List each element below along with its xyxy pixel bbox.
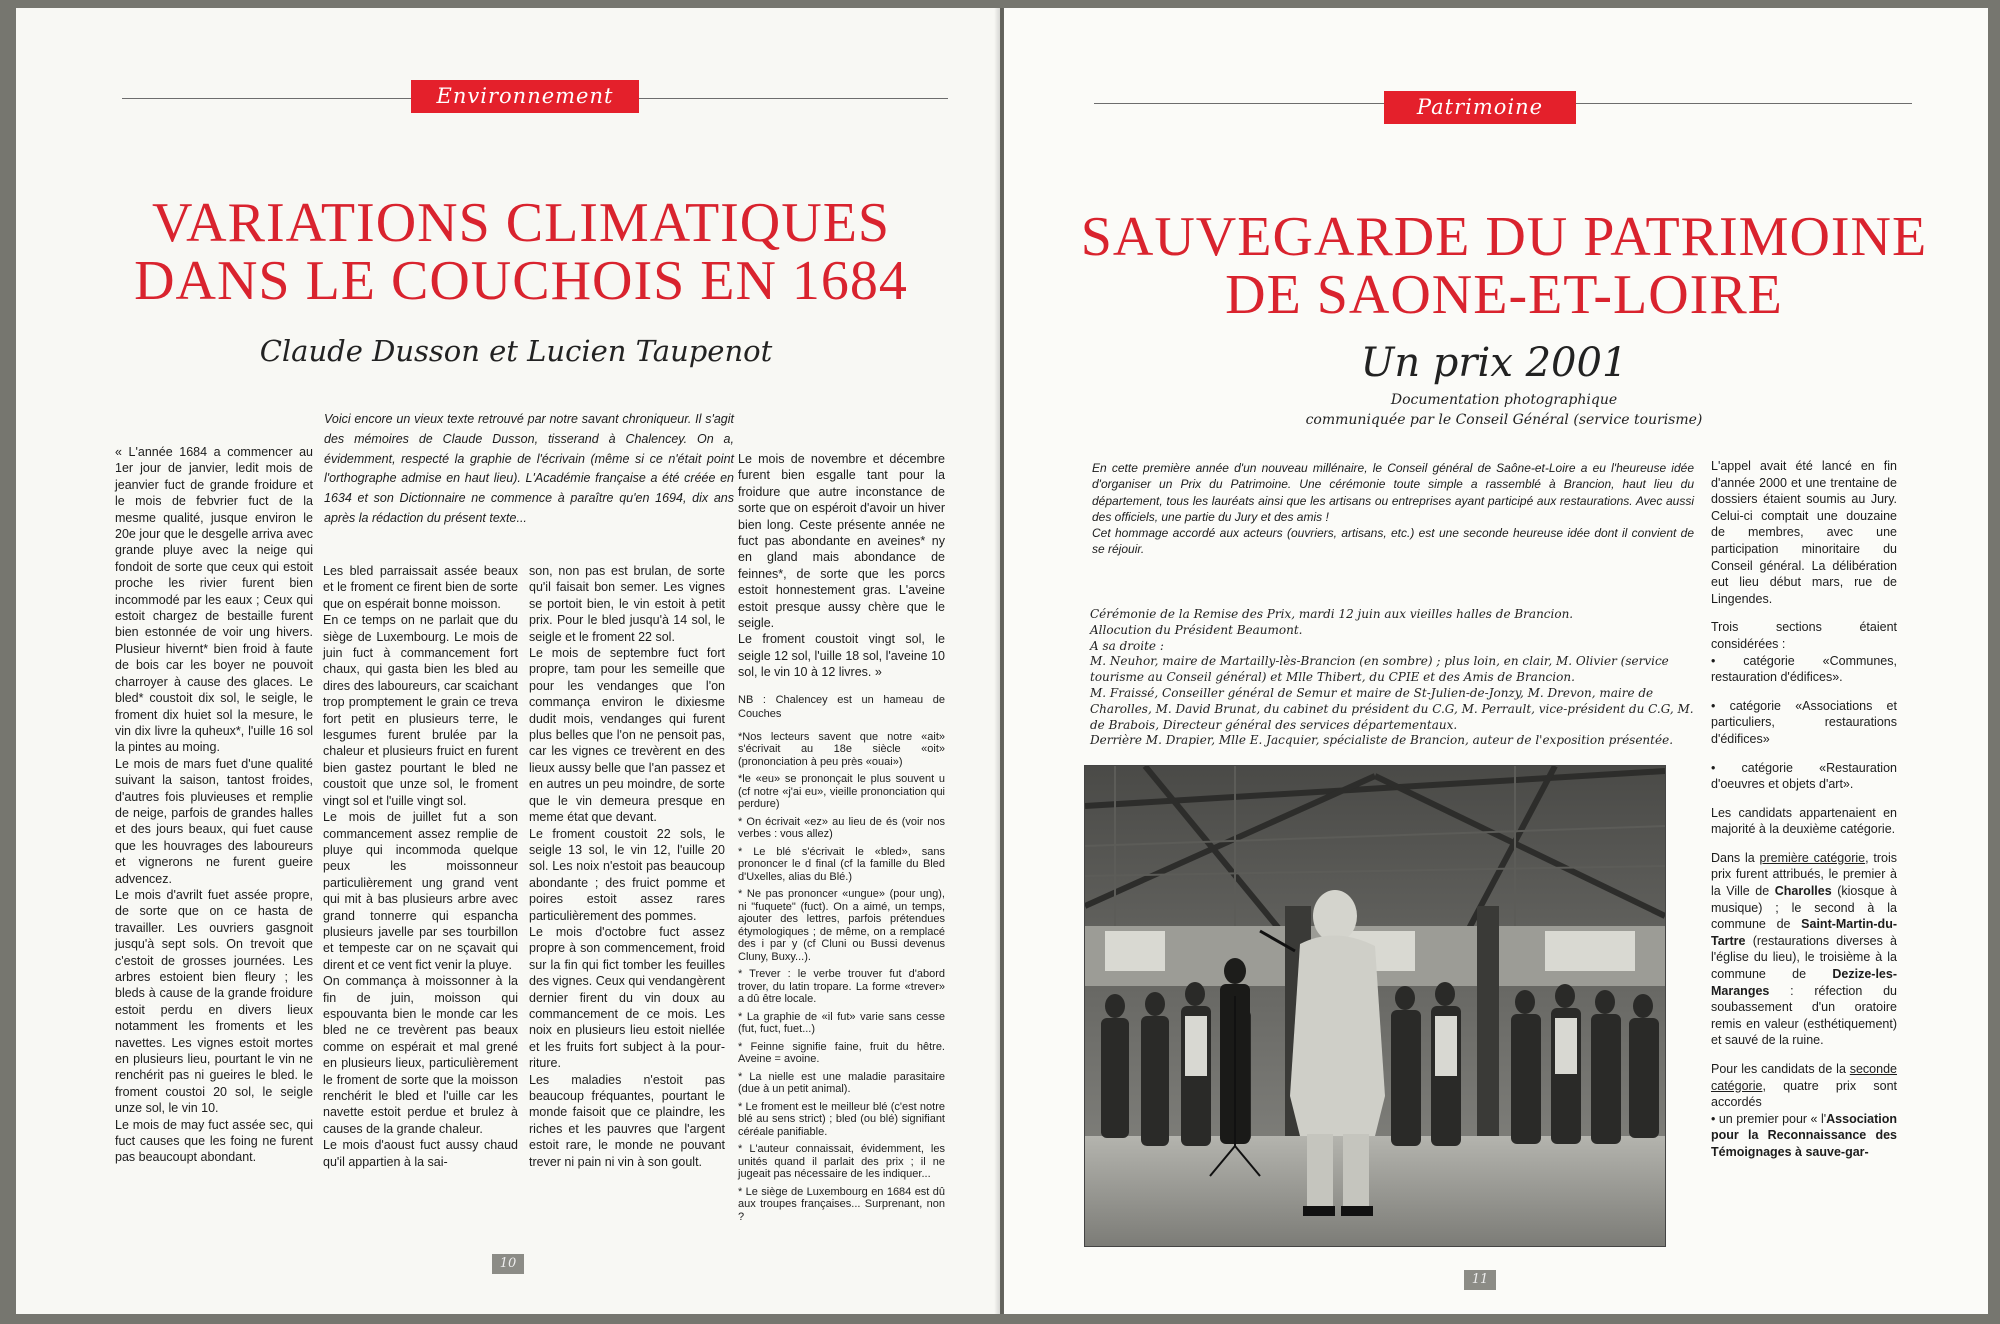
footnotes — [738, 731, 945, 1224]
col2-para-1: Les bled parraissait assée beaux et le froment ce firent bien de sorte que on espérait bonne moisson. — [323, 564, 518, 611]
footnote: * La graphie de «il fut» varie sans cesse (fut, fuct, fuet...) — [738, 1010, 945, 1036]
footnote: * Le blé s'écrivait le «bled», sans prononcer le d final (cf la famille du Bled d'Uxelles, alias du Blé.) — [738, 845, 945, 883]
bold-name: Saint-Martin-du-Tartre — [1711, 917, 1897, 948]
footnote: * Trever : le verbe trouver fut d'abord trover, du latin tropare. La forme «trever» a dû être locale. — [738, 968, 945, 1006]
text-column-3 — [529, 563, 725, 1170]
page-number-right: 11 — [1464, 1270, 1496, 1290]
side-column — [1711, 458, 1897, 1161]
footnote: * Le froment est le meilleur blé (c'est notre blé au sens strict) ; bled (ou blé) signifiant céréale panifiable. — [738, 1100, 945, 1138]
bold-name: Dezize-les-Maranges — [1711, 967, 1897, 998]
col2-para-2: En ce temps on ne parlait que du siège de Luxembourg. Le mois de juin fuct à commancement fort chaux, qui gasta bien les bled au dires des laboureurs, car scaichant trop promptement le grain ce treva fort petit en plusieurs terre, le lesgumes furent brulée par la chaleur et plusieurs fruict en furent bien gastez pourtant le bled ne coustoit que unze sol, le froment vingt sol et l'uille vingt sol. — [323, 613, 518, 808]
col1-para-2: Le mois de mars fuet d'une qualité suivant la saison, tantost froides, d'autres fois pluvieuses et remplie de neige, parfois de grandes halles et des jours beaux, qui fuet cause que les houvrages des laboureurs et vignerons ne furent gueire advencez. — [115, 756, 313, 886]
category-1: • catégorie «Communes, restauration d'édifices». — [1711, 653, 1897, 685]
text-run: Dans la — [1711, 850, 1760, 865]
side-para-5 — [1711, 1061, 1897, 1111]
photo-credit — [1224, 390, 1784, 430]
side-para-3: Les candidats appartenaient en majorité à la deuxième catégorie. — [1711, 805, 1897, 837]
side-para-1: L'appel avait été lancé en fin d'année 2000 et une trentaine de dossiers étaient soumis au Jury. Celui-ci comptait une douzaine de membres, avec une participation minoritaire du Conseil général. La délibération eut lieu début mars, rue de Lingendes. — [1711, 459, 1897, 606]
bold-name: Charolles — [1774, 884, 1832, 899]
intro-block — [1092, 460, 1694, 558]
credit-line-1: Documentation photographique — [1390, 392, 1618, 408]
right-page — [1004, 8, 1988, 1314]
category-3: • catégorie «Restauration d'oeuvres et objets d'art». — [1711, 760, 1897, 792]
text-run: (restaurations diverses à l'église du lieu), le troisième à la commune de — [1711, 933, 1897, 982]
title-line-1: SAUVEGARDE DU PATRIMOINE — [1080, 206, 1928, 268]
footnote: *le «eu» se prononçait le plus souvent u (cf notre «j'ai eu», vieille prononciation qui perdure) — [738, 773, 945, 811]
text-run: , trois prix furent attribués, le premier à la Ville de — [1711, 850, 1898, 899]
caption-line: M. Fraissé, Conseiller général de Semur et maire de St-Julien-de-Jonzy, M. Drevon, maire de Charolles, M. David Brunat, du cabinet du président du C.G, M. Perrault, vice-président du C.G, M. de Brabois, Directeur général des services départementaux. — [1090, 685, 1694, 732]
col1-para-1: « L'année 1684 a commencer au 1er jour de janvier, ledit mois de jeanvier fuct de grande froidure et le mois de febvrier fuct de la mesme qualité, jusque environ le 20e jour que le desgelle arriva avec grande pluye avec la neige qui fondoit de sorte que ceux qui estoit proche les rivier furent bien incommodé par les eaux ; Ceux qui estoit chargez de bestaille furent bien estonnée de voir ung hivers. Plusieur hivernt* bien froid à faute de bois car les boyer ne pouvoit charroyer à cause des glaces. Le bled* coustoit dix sol, le seigle, le froment dix huiet sol la mesure, le vin dix livre la quheux*, l'uille 16 sol la pintes au moing. — [115, 445, 313, 755]
intro-para-1: En cette première année d'un nouveau millénaire, le Conseil général de Saône-et-Loire a eu l'heureuse idée d'organiser un Prix du Patrimoine. Une cérémonie toute simple a rassemblé à Brancion, haut lieu du département, tous les lauréats ainsi que les artisans ou entreprises ayant participé aux restaurations. Avec aussi des officiels, une partie du Jury et des amis ! — [1092, 461, 1694, 524]
col1-para-4: Le mois de may fuct assée sec, qui fuct causes que les foing ne furent pas beaucoupt abondant. — [115, 1117, 313, 1165]
footnote: * Ne pas prononcer «ungue» (pour ung), ni "fuquete" (fuct). On a aimé, un temps, ajouter des lettres, parfois prétendues étymologiques ; de même, on a remplacé des i par y (cf Cluni ou Bussi devenus Cluny, Buxy...). — [738, 888, 945, 963]
text-column-4 — [738, 451, 945, 1228]
footnote: * On écrivait «ez» au lieu de és (voir nos verbes : vous allez) — [738, 815, 945, 841]
text-run: (kiosque à musique) ; le second à la commune de — [1711, 884, 1897, 932]
ceremony-photo — [1084, 765, 1666, 1247]
title-line-2: DE SAONE-ET-LOIRE — [1225, 264, 1783, 326]
side-para-4 — [1711, 850, 1897, 1049]
byline: Claude Dusson et Lucien Taupenot — [259, 334, 773, 368]
col3-para-2: Le mois de septembre fuct fort propre, tam pour les semeille que pour les vendanges que l'on commança environ le dixiesme dudit mois, vendanges qui furent plus belles que l'on ne pensoit pas, car les vignes ce trevèrent en des lieux aussy belle que l'an passez et en autres un peu moindre, de sorte que le vin demeura presque en meme état que devant. — [529, 646, 725, 825]
credit-line-2: communiquée par le Conseil Général (service tourisme) — [1305, 412, 1703, 428]
intro-paragraph: Voici encore un vieux texte retrouvé par notre savant chroniqueur. Il s'agit des mémoires de Claude Dusson, tisserand à Chalencey. On a, évidemment, respecté la graphie de l'écrivain (même si ce n'était point l'orthographe admise en haut lieu). L'Académie française a été créée en 1634 et son Dictionnaire ne commence à paraître qu'en 1694, dix ans après la rédaction du présent texte... — [324, 412, 734, 525]
col4-para-1: Le mois de novembre et décembre furent bien esgalle tant pour la froidure que autre inconstance de sorte que on espéroit d'avoir un hiver bien long. Ceste présente année ne fuct pas abondante en aveines* ny en gland mais abondance de feinnes*, de sorte que les porcs estoit honnestement gras. L'aveine estoit presque aussy chère que le seigle. — [738, 452, 945, 631]
nb-note: NB : Chalencey est un hameau de Couches — [738, 693, 945, 720]
page-number-left: 10 — [492, 1254, 524, 1274]
bold-name: Association pour la Reconnaissance des Témoignages à sauve-gar- — [1711, 1111, 1898, 1159]
intro-para-2: Cet hommage accordé aux acteurs (ouvriers, artisans, etc.) est une seconde heureuse idée dont il convient de se réjouir. — [1092, 526, 1694, 557]
text-run: : réfection du soubassement d'un oratoire remis en valeur (esthétiquement) et sauvé de la ruine. — [1711, 983, 1897, 1048]
section-tag-environnement: Environnement — [411, 80, 639, 113]
ceremony-photo-illustration — [1085, 766, 1665, 1246]
caption-line: Derrière M. Drapier, Mlle E. Jacquier, spécialiste de Brancion, auteur de l'exposition présentée. — [1090, 733, 1674, 748]
underlined-text: première catégorie — [1759, 850, 1866, 865]
category-2: • catégorie «Associations et particuliers, restaurations d'édifices» — [1711, 698, 1897, 746]
col4-para-2: Le froment coustoit vingt sol, le seigle 12 sol, l'uille 18 sol, l'aveine 10 sol, le vin 10 à 12 livres. » — [738, 632, 945, 680]
col2-para-5: Le mois d'aoust fuct aussy chaud qu'il appartien à la sai- — [323, 1138, 518, 1169]
text-run: Pour les candidats de la — [1711, 1062, 1850, 1076]
text-column-2 — [323, 563, 518, 1170]
col3-para-1: son, non pas est brulan, de sorte qu'il faisait bon semer. Les vignes se portoit bien, le vin estoit à petit prix. Pour le bled jusqu'à 14 sol, le seigle et le froment 22 sol. — [529, 564, 725, 644]
side-para-2: Trois sections étaient considérées : — [1711, 620, 1897, 651]
article-title-sauvegarde — [1074, 208, 1934, 324]
underlined-text: seconde catégorie — [1711, 1062, 1897, 1093]
caption-line: Allocution du Président Beaumont. — [1090, 622, 1303, 637]
title-line-2: DANS LE COUCHOIS EN 1684 — [134, 250, 908, 312]
col3-para-4: Le mois d'octobre fuct assez propre à son commencement, froid sur la fin qui fict tomber les feuilles des vignes. Ceux qui vendangèrent dernier firent du vin doux au commancement de ce mois. Les noix en plusieurs lieu estoit niellée et les fruits fort subject à la pour-riture. — [529, 924, 725, 1071]
footnote: * Feinne signifie faine, fruit du hêtre. Aveine = avoine. — [738, 1040, 945, 1066]
footnote: * La nielle est une maladie parasitaire (due à un petit animal). — [738, 1070, 945, 1096]
photo-caption — [1090, 607, 1704, 749]
footnote: * L'auteur connaissait, évidemment, les unités quand il parlait des prix ; il ne jugeait pas nécessaire de les indiquer... — [738, 1143, 945, 1181]
title-line-1: VARIATIONS CLIMATIQUES — [151, 192, 891, 254]
footnote: *Nos lecteurs savent que notre «ait» s'écrivait au 18e siècle «oit» (prononciation à peu près «ouai») — [738, 730, 945, 768]
caption-line: A sa droite : — [1090, 638, 1164, 653]
text-column-1 — [115, 444, 313, 1166]
caption-line: M. Neuhor, maire de Martailly-lès-Brancion (en sombre) ; plus loin, en clair, M. Olivier (service tourisme au Conseil général) et Mlle Thibert, du CPIE et des Amis de Brancion. — [1090, 654, 1669, 685]
text-run: , quatre prix sont accordés — [1711, 1078, 1897, 1110]
text-run: • un premier pour « l' — [1711, 1111, 1827, 1126]
col3-para-5: Les maladies n'estoit pas beaucoup fréquantes, pourtant le monde faisoit que ce plaindre, les riches et les pauvres que l'argent estoit rare, le monde ne pouvant trever ni pain ni vin à son goult. — [529, 1072, 725, 1169]
side-para-6 — [1711, 1111, 1897, 1161]
section-tag-patrimoine: Patrimoine — [1384, 91, 1576, 124]
footnote: * Le siège de Luxembourg en 1684 est dû aux troupes françaises... Surprenant, non ? — [738, 1185, 945, 1223]
caption-line: Cérémonie de la Remise des Prix, mardi 12 juin aux vieilles halles de Brancion. — [1090, 607, 1574, 621]
col2-para-3: Le mois de juillet fut a son commancement assez remplie de pluye qui incommoda quelque peux les moissonneur particulièrement ung grand vent qui mit à bas plusieurs arbre avec grand tonnerre qui espancha plusieurs javelle par ses tourbillon et tempeste car on ne sçavait qui dirent et ce vent fict venir la pluye. — [323, 810, 518, 972]
col2-para-4: On commança à moissonner à la fin de juin, moisson qui espouvanta bien le monde car les bled ne ce trevèrent pas beaux comme on espérait et mal grené en plusieurs lieux, particulièrement le froment de sorte que la moisson renchérit le bled et l'uille car les navette estoit perdue et brulez à causes de la grande chaleur. — [323, 974, 518, 1136]
col1-para-3: Le mois d'avrilt fuet assée propre, de sorte que on ce hasta de travailler. Les ouvriers gasgnoit jusqu'à sept sols. On trevoit que c'estoit de grosses journées. Les arbres estoient bien fleury ; les bleds à cause de la grande froidure estoit perdu en divers lieux notamment les froments et les navettes. Les vignes estoit mortes en plusieurs lieu, pourtant le vin ne renchérit pas ni gueires le bled. le froment coustoi 20 sol, le seigle unze sol, le vin 10. — [115, 887, 313, 1116]
article-title-variations — [86, 194, 956, 310]
col3-para-3: Le froment coustoit 22 sols, le seigle 13 sol, le vin 12, l'uille 20 sol. Les noix n'estoit pas beaucoup abondante ; des fruict pomme et poires estoit assez rares particulièrement des pommes. — [529, 826, 725, 923]
left-page — [16, 8, 1000, 1314]
prize-title: Un prix 2001 — [1360, 340, 1628, 386]
